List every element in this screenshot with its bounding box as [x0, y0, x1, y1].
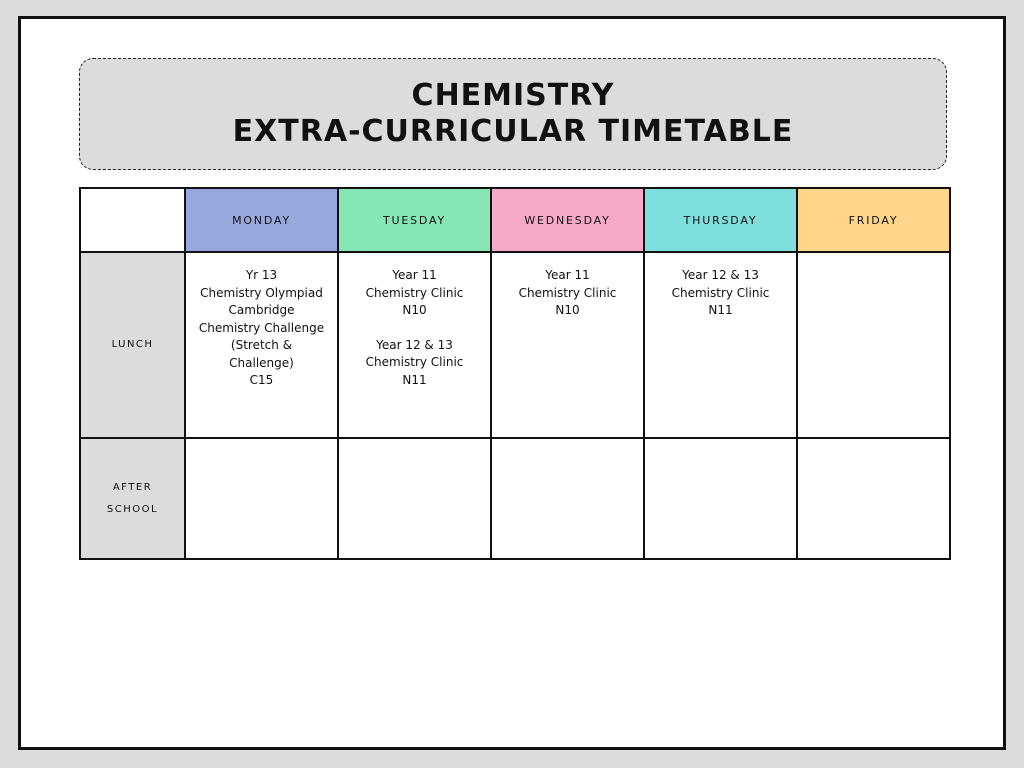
header-thursday: THURSDAY: [644, 188, 797, 252]
activity-line: (Stretch &: [230, 338, 293, 352]
activity-line: Cambridge: [228, 303, 295, 317]
cell-lunch-wednesday: [491, 252, 644, 438]
activity-block: [645, 267, 796, 320]
cell-lunch-thursday: [644, 252, 797, 438]
row-label-lunch: LUNCH: [80, 252, 185, 438]
activity-block: [186, 267, 337, 390]
cell-after-school-tuesday: [338, 438, 491, 559]
activity-line: Year 11: [392, 268, 437, 282]
slot-entry: [339, 253, 490, 389]
activity-line: N10: [402, 303, 427, 317]
after-school-row: [80, 438, 950, 559]
cell-after-school-thursday: [644, 438, 797, 559]
header-wednesday: WEDNESDAY: [491, 188, 644, 252]
row-label-after-school-line2: SCHOOL: [106, 503, 159, 515]
corner-cell: [80, 188, 185, 252]
activity-line: Year 12 & 13: [682, 268, 759, 282]
activity-line: Chemistry Clinic: [365, 355, 464, 369]
timetable-page: [18, 16, 1006, 750]
cell-after-school-monday: [185, 438, 338, 559]
title-banner: [79, 58, 947, 170]
slot-entry: [186, 253, 337, 390]
slot-entry: [492, 253, 643, 320]
activity-line: Chemistry Clinic: [518, 285, 617, 300]
activity-line: Chemistry Clinic: [671, 285, 770, 300]
activity-line: N11: [708, 303, 733, 317]
activity-line: Year 12 & 13: [376, 337, 453, 352]
activity-line: C15: [249, 373, 274, 387]
title-line-2: EXTRA-CURRICULAR TIMETABLE: [232, 114, 794, 149]
cell-lunch-monday: [185, 252, 338, 438]
header-row: [80, 188, 950, 252]
row-label-after-school: [80, 438, 185, 559]
activity-line: Challenge): [229, 355, 294, 370]
activity-line: Yr 13: [245, 268, 278, 282]
activity-line: N11: [402, 372, 427, 387]
activity-line: Chemistry Challenge: [198, 320, 325, 335]
header-tuesday: TUESDAY: [338, 188, 491, 252]
activity-block: [339, 267, 490, 320]
cell-after-school-friday: [797, 438, 950, 559]
title-line-1: CHEMISTRY: [411, 78, 615, 113]
timetable-grid: [79, 187, 951, 560]
activity-block: [339, 337, 490, 390]
activity-line: N10: [555, 303, 580, 317]
activity-block: [492, 267, 643, 320]
lunch-row: [80, 252, 950, 438]
slot-entry: [645, 253, 796, 320]
activity-line: Chemistry Olympiad: [200, 285, 323, 300]
header-monday: MONDAY: [185, 188, 338, 252]
header-friday: FRIDAY: [797, 188, 950, 252]
activity-line: Year 11: [545, 268, 590, 282]
cell-lunch-tuesday: [338, 252, 491, 438]
row-label-after-school-line1: AFTER: [112, 481, 153, 493]
cell-lunch-friday: [797, 252, 950, 438]
activity-line: Chemistry Clinic: [365, 285, 464, 300]
cell-after-school-wednesday: [491, 438, 644, 559]
